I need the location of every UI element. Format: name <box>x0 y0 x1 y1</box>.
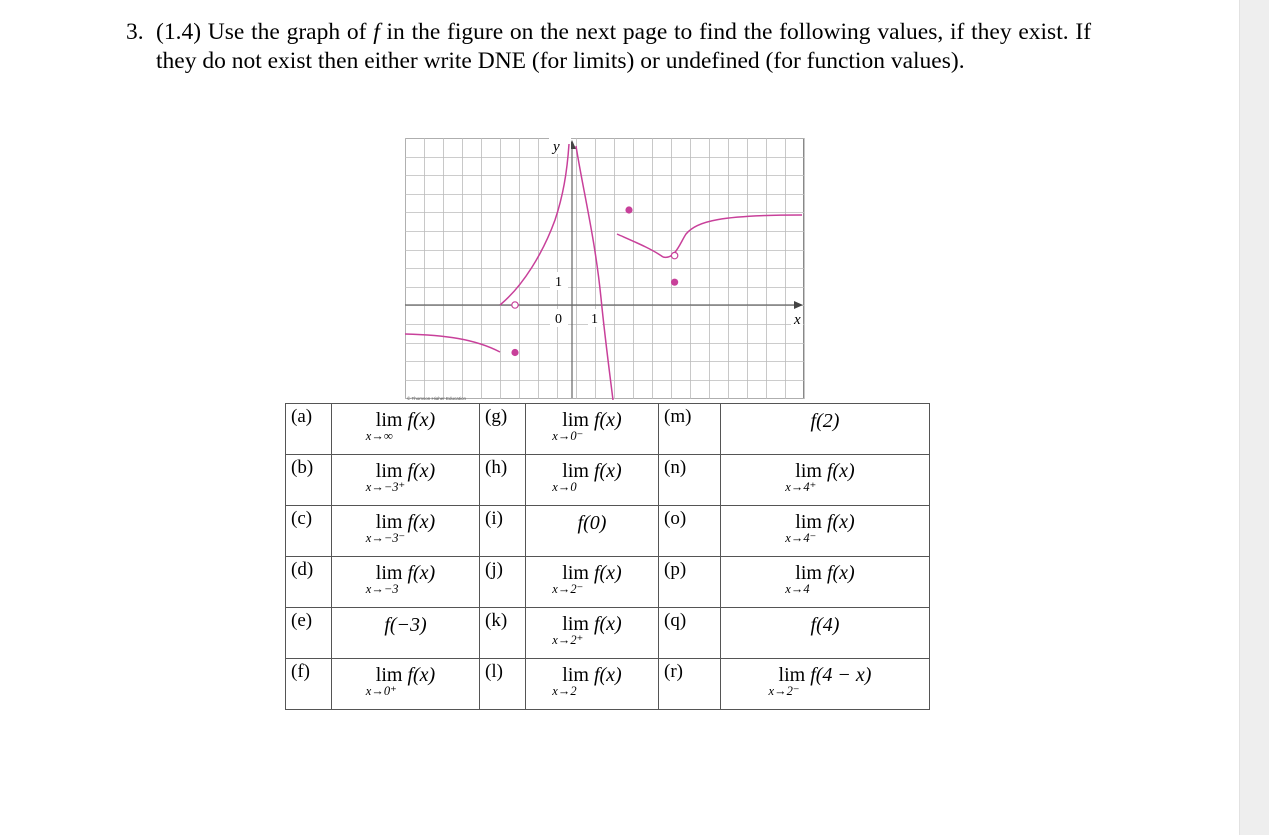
x-axis <box>405 301 803 309</box>
question-expression <box>721 608 930 659</box>
question-label: (c) <box>286 506 332 557</box>
question-label: (i) <box>480 506 526 557</box>
limit-word: lim <box>562 664 589 686</box>
question-expression <box>332 659 480 710</box>
function-value-expression: f(0) <box>577 512 607 534</box>
question-label: (p) <box>659 557 721 608</box>
limit-expression <box>785 511 855 545</box>
graph-grid <box>405 138 805 399</box>
function-argument: (x) <box>413 664 436 686</box>
problem-number: 3. <box>126 19 144 45</box>
function-symbol: f <box>826 511 833 533</box>
question-expression <box>526 608 659 659</box>
question-label: (n) <box>659 455 721 506</box>
y-axis-label: y <box>553 139 560 155</box>
question-expression <box>332 404 480 455</box>
question-row <box>286 659 930 710</box>
limit-subscript: x→−3⁻ <box>365 531 406 545</box>
question-label: (q) <box>659 608 721 659</box>
limit-subscript: x→0⁻ <box>552 429 584 443</box>
question-row <box>286 608 930 659</box>
question-expression <box>721 506 930 557</box>
limit-expression <box>552 460 622 494</box>
question-label: (e) <box>286 608 332 659</box>
question-label: (r) <box>659 659 721 710</box>
question-expression <box>526 659 659 710</box>
limit-expression <box>365 562 436 596</box>
y-axis <box>568 140 576 398</box>
function-argument: (x) <box>413 460 436 482</box>
function-argument: (x) <box>413 409 436 431</box>
question-expression <box>332 557 480 608</box>
tick-label-origin: 0 <box>555 312 562 327</box>
function-symbol: f <box>407 409 414 431</box>
limit-expression <box>365 664 436 698</box>
question-row <box>286 455 930 506</box>
question-label: (k) <box>480 608 526 659</box>
limit-word: lim <box>375 562 403 584</box>
limit-word: lim <box>562 562 589 584</box>
graph-points <box>511 206 678 356</box>
function-symbol: f <box>593 664 600 686</box>
function-argument: (x) <box>599 460 622 482</box>
function-graph <box>405 138 805 400</box>
limit-expression <box>768 664 872 698</box>
limit-word: lim <box>562 613 589 635</box>
question-expression <box>721 404 930 455</box>
function-symbol: f <box>810 664 816 686</box>
function-argument: (x) <box>832 511 855 533</box>
limit-word: lim <box>375 460 403 482</box>
limit-subscript: x→4⁻ <box>785 531 817 545</box>
function-symbol: f <box>826 562 833 584</box>
curve-left-branch <box>405 334 500 352</box>
open-point <box>512 302 518 308</box>
limit-word: lim <box>375 511 403 533</box>
limit-expression <box>552 562 622 596</box>
function-value-expression: f(−3) <box>384 614 427 636</box>
question-label: (b) <box>286 455 332 506</box>
image-credit: © Thomson Higher Education <box>407 396 467 400</box>
limit-expression <box>552 613 622 647</box>
open-point <box>671 252 677 258</box>
limit-subscript: x→4⁺ <box>785 480 817 494</box>
function-argument: (4 − x) <box>815 664 872 686</box>
limit-subscript: x→0⁺ <box>365 684 397 698</box>
function-argument: (x) <box>599 613 622 635</box>
function-argument: (x) <box>599 409 622 431</box>
limit-subscript: x→−3⁺ <box>365 480 406 494</box>
question-expression <box>721 659 930 710</box>
function-symbol: f <box>407 460 414 482</box>
function-argument: (x) <box>599 562 622 584</box>
question-expression <box>332 506 480 557</box>
limit-word: lim <box>562 460 589 482</box>
filled-point <box>671 279 678 286</box>
limit-subscript: x→2⁺ <box>552 633 584 647</box>
tick-label-x-1: 1 <box>591 312 598 327</box>
scrollbar-track[interactable] <box>1239 0 1269 835</box>
limit-word: lim <box>778 664 806 686</box>
limit-word: lim <box>795 460 822 482</box>
limit-expression <box>365 460 436 494</box>
curve-tail <box>663 215 802 257</box>
x-axis-label: x <box>794 312 801 328</box>
limit-subscript: x→2⁻ <box>768 684 800 698</box>
function-symbol: f <box>593 460 600 482</box>
question-row <box>286 506 930 557</box>
limit-word: lim <box>562 409 589 431</box>
function-symbol: f <box>593 613 600 635</box>
limit-subscript: x→0 <box>552 480 577 494</box>
function-symbol: f <box>593 409 600 431</box>
limit-word: lim <box>795 511 822 533</box>
filled-point <box>625 206 632 213</box>
question-label: (a) <box>286 404 332 455</box>
limit-expression <box>785 562 855 596</box>
question-expression <box>332 608 480 659</box>
limit-subscript: x→−3 <box>365 582 399 596</box>
limit-expression <box>552 409 622 443</box>
limit-expression <box>552 664 622 698</box>
function-argument: (x) <box>413 511 436 533</box>
question-expression <box>526 404 659 455</box>
limit-word: lim <box>375 664 403 686</box>
function-value-expression: f(4) <box>810 614 840 636</box>
function-symbol: f <box>407 511 414 533</box>
question-label: (m) <box>659 404 721 455</box>
question-label: (j) <box>480 557 526 608</box>
function-symbol: f <box>407 664 414 686</box>
question-expression <box>721 557 930 608</box>
function-argument: (x) <box>413 562 436 584</box>
limit-word: lim <box>795 562 822 584</box>
question-expression <box>526 455 659 506</box>
function-symbol: f <box>407 562 414 584</box>
function-value-expression: f(2) <box>810 410 840 432</box>
problem-text: (1.4) Use the graph of f in the figure on the next page to find the following values, if they exist. If they do not exist then either write DNE (for limits) or undefined (for function values). <box>156 19 1092 74</box>
limit-word: lim <box>375 409 403 431</box>
problem-statement <box>126 18 1091 76</box>
question-expression <box>721 455 930 506</box>
function-symbol: f <box>593 562 600 584</box>
function-argument: (x) <box>599 664 622 686</box>
limit-expression <box>785 460 855 494</box>
question-label: (o) <box>659 506 721 557</box>
question-expression <box>332 455 480 506</box>
limit-expression <box>365 511 436 545</box>
question-row <box>286 557 930 608</box>
limit-expression <box>365 409 436 443</box>
question-expression <box>526 557 659 608</box>
question-label: (f) <box>286 659 332 710</box>
curve-segment-1-to-2 <box>617 234 663 257</box>
function-argument: (x) <box>832 562 855 584</box>
limit-subscript: x→4 <box>785 582 810 596</box>
function-argument: (x) <box>832 460 855 482</box>
question-row <box>286 404 930 455</box>
question-label: (l) <box>480 659 526 710</box>
question-label: (d) <box>286 557 332 608</box>
function-symbol: f <box>826 460 833 482</box>
limit-subscript: x→∞ <box>365 429 393 443</box>
limit-subscript: x→2 <box>552 684 577 698</box>
filled-point <box>511 349 518 356</box>
limit-subscript: x→2⁻ <box>552 582 584 596</box>
question-expression <box>526 506 659 557</box>
question-label: (h) <box>480 455 526 506</box>
tick-label-y-1: 1 <box>555 275 562 290</box>
question-label: (g) <box>480 404 526 455</box>
question-table <box>285 403 930 710</box>
